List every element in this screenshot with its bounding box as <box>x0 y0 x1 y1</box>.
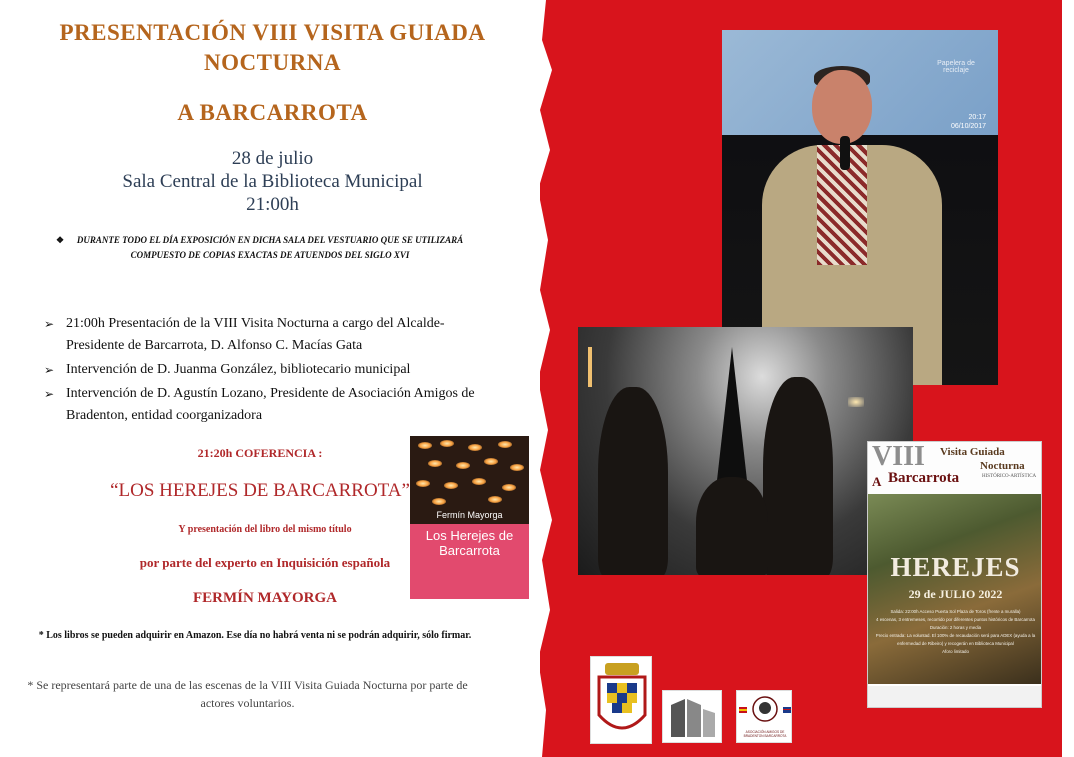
arrow-bullet-icon: ➢ <box>44 317 55 331</box>
event-poster <box>867 441 1042 708</box>
town-coat-of-arms-logo <box>590 656 652 744</box>
book-title: Los Herejes de Barcarrota <box>425 528 514 558</box>
exhibition-note: ❖ DURANTE TODO EL DÍA EXPOSICIÓN EN DICHA SALA DEL VESTUARIO QUE SE UTILIZARÁ COMPUESTO DE COPIAS EXACTAS DE ATUENDOS DEL SIGLO XVI <box>56 235 464 260</box>
conference-presentation: Y presentación del libro del mismo título <box>178 524 352 535</box>
book-cover <box>410 436 529 599</box>
event-venue: Sala Central de la Biblioteca Municipal <box>122 171 423 192</box>
arrow-bullet-icon: ➢ <box>44 387 55 401</box>
book-author: Fermín Mayorga <box>436 510 503 520</box>
poster-historico: HISTÓRICO-ARTÍSTICA <box>982 474 1037 479</box>
procession-photo <box>578 327 913 575</box>
screen-clock: 20:17 06/10/2017 <box>950 114 986 130</box>
torn-edge <box>532 0 572 757</box>
poster-details: Salida: 22:00h Acceso Puerta Sol Plaza de Toros (frente a muralla) 4 escenas, 3 entremeses, recorrido por diferentes puntos históricos de Barcarrota Duración: 2 horas y media Precio entrada: La voluntad. El 100% de recaudación será para ADEX (ayuda a la enfermedad de Ribeiro) y recogerán en Biblioteca Municipal Aforo limitado <box>875 609 1036 654</box>
poster-nocturna: Nocturna <box>980 460 1025 472</box>
conference-title: “LOS HEREJES DE BARCARROTA” <box>110 480 410 501</box>
event-time: 21:00h <box>246 194 299 215</box>
program-item: ➢ 21:00h Presentación de la VIII Visita Nocturna a cargo del Alcalde-Presidente de Barcarrota, D. Alfonso C. Macías Gata <box>44 313 484 357</box>
program-item: ➢ Intervención de D. Agustín Lozano, Presidente de Asociación Amigos de Bradenton, entidad coorganizadora <box>44 383 484 427</box>
microphone-icon <box>840 136 850 170</box>
scene-note: * Se representará parte de una de las escenas de la VIII Visita Guiada Nocturna por parte de actores voluntarios. <box>27 678 468 710</box>
program-list <box>44 313 484 429</box>
library-logo <box>662 690 722 743</box>
poster-visita: Visita Guiada <box>940 446 1005 458</box>
event-date: 28 de julio <box>231 148 314 169</box>
books-note: * Los libros se pueden adquirir en Amazon. Ese día no habrá venta ni se podrán adquirir, sólo firmar. <box>38 630 472 641</box>
screen-recycle-label: Papelera de reciclaje <box>937 60 975 74</box>
poster-date: 29 de JULIO 2022 <box>908 587 1003 601</box>
association-caption: ASOCIACIÓN AMIGOS DE BRADENTON BARCARROTA <box>743 730 787 738</box>
conference-time: 21:20h COFERENCIA : <box>197 446 323 460</box>
title-main: PRESENTACIÓN VIII VISITA GUIADA NOCTURNA <box>59 20 486 75</box>
conference-by: por parte del experto en Inquisición española <box>139 555 391 570</box>
arrow-bullet-icon: ➢ <box>44 363 55 377</box>
poster-a: A <box>872 474 882 489</box>
poster-herejes: HEREJES <box>890 552 1021 582</box>
poster-barcarrota: Barcarrota <box>888 470 960 486</box>
diamond-bullet-icon: ❖ <box>56 235 65 245</box>
association-logo <box>736 690 792 743</box>
poster-numeral: VIII <box>872 441 925 472</box>
title-barcarrota: A BARCARROTA <box>177 100 368 125</box>
speaker-name: FERMÍN MAYORGA <box>192 590 338 606</box>
program-item: ➢ Intervención de D. Juanma González, bibliotecario municipal <box>44 359 484 381</box>
poster-sponsor-logos <box>868 686 1042 708</box>
